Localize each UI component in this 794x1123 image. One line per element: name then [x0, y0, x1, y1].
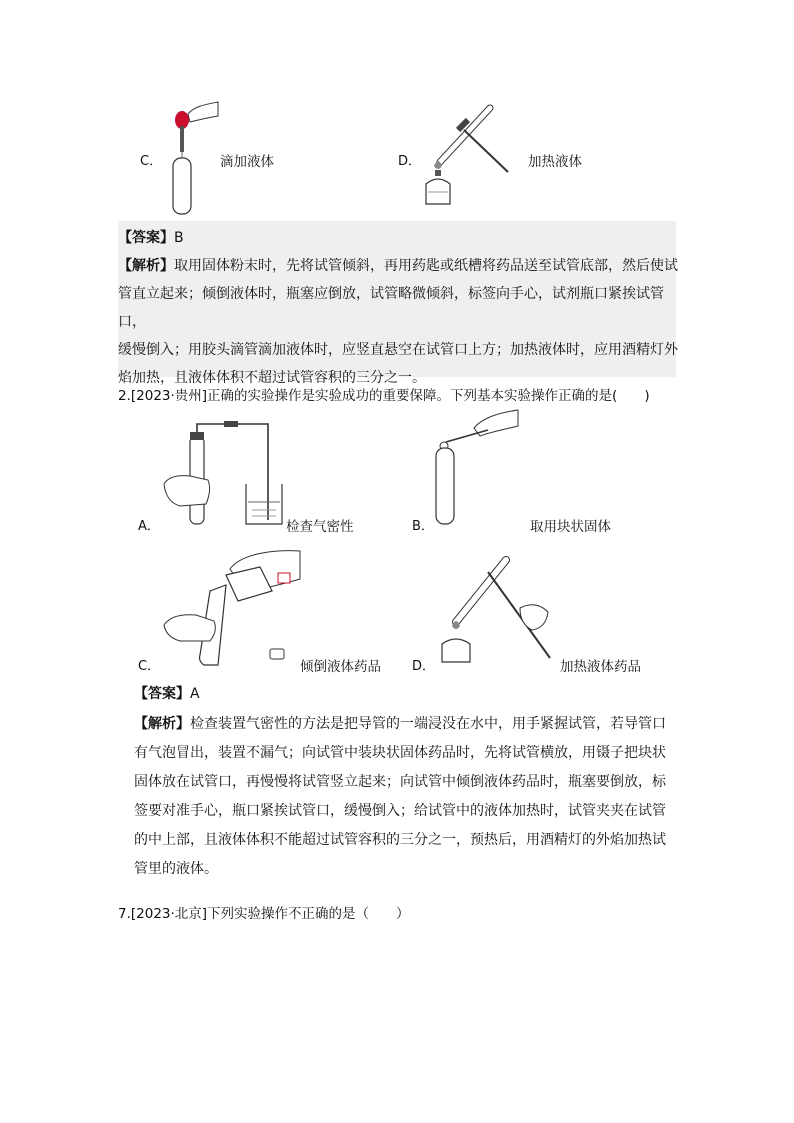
analysis-line: 有气泡冒出，装置不漏气；向试管中装块状固体药品时，先将试管横放，用镊子把块状 [134, 745, 666, 761]
option-c-letter: C． [138, 659, 161, 674]
analysis-line: 管直立起来；倾倒液体时，瓶塞应倒放，试管略微倾斜，标签向手心，试剂瓶口紧挨试管口， [118, 286, 664, 330]
answer-label: 【答案】 [118, 230, 174, 246]
analysis-block [118, 252, 678, 392]
option-c-caption: 滴加液体 [220, 154, 274, 170]
option-d-letter: D． [412, 659, 436, 674]
answer-line [118, 224, 184, 252]
question-7-stem: 7.[2023·北京]下列实验操作不正确的是（ ） [118, 906, 410, 922]
analysis-line: 检查装置气密性的方法是把导管的一端浸没在水中，用手紧握试管，若导管口 [190, 716, 666, 732]
analysis-line: 焰加热，且液体体积不超过试管容积的三分之一。 [118, 370, 426, 386]
answer-line [134, 680, 200, 708]
analysis-line: 的中上部，且液体体积不能超过试管容积的三分之一，预热后，用酒精灯的外焰加热试 [134, 832, 666, 848]
option-c-caption: 倾倒液体药品 [300, 659, 381, 675]
analysis-line: 取用固体粉末时，先将试管倾斜，再用药匙或纸槽将药品送至试管底部，然后使试 [174, 258, 678, 274]
block-solid-illustration [430, 408, 520, 528]
question-2-stem: 2.[2023·贵州]正确的实验操作是实验成功的重要保障。下列基本实验操作正确的是( ) [118, 388, 650, 404]
heating-liquid-illustration [436, 548, 556, 666]
analysis-line: 管里的液体。 [134, 861, 218, 877]
analysis-label: 【解析】 [134, 716, 190, 732]
pouring-liquid-illustration [160, 545, 305, 670]
option-d-caption: 加热液体药品 [560, 659, 641, 675]
answer-value: A [190, 686, 200, 702]
option-b-caption: 取用块状固体 [530, 519, 611, 535]
answer-label: 【答案】 [134, 686, 190, 702]
option-a-letter: A． [138, 519, 160, 534]
analysis-line: 缓慢倒入；用胶头滴管滴加液体时，应竖直悬空在试管口上方；加热液体时，应用酒精灯外 [118, 342, 678, 358]
analysis-line: 固体放在试管口，再慢慢将试管竖立起来；向试管中倾倒液体药品时，瓶塞要倒放，标 [134, 774, 666, 790]
analysis-label: 【解析】 [118, 258, 174, 274]
analysis-block [134, 710, 682, 884]
option-d-letter: D． [398, 154, 422, 169]
analysis-line: 签要对准手心，瓶口紧挨试管口，缓慢倒入；给试管中的液体加热时，试管夹夹在试管 [134, 803, 666, 819]
option-b-letter: B． [412, 519, 434, 534]
dropper-illustration [160, 96, 220, 216]
option-c-letter: C． [140, 154, 163, 169]
option-d-caption: 加热液体 [528, 154, 582, 170]
option-a-caption: 检查气密性 [286, 519, 354, 535]
heating-liquid-illustration [420, 100, 520, 212]
airtightness-check-illustration [160, 420, 290, 530]
answer-value: B [174, 230, 184, 246]
